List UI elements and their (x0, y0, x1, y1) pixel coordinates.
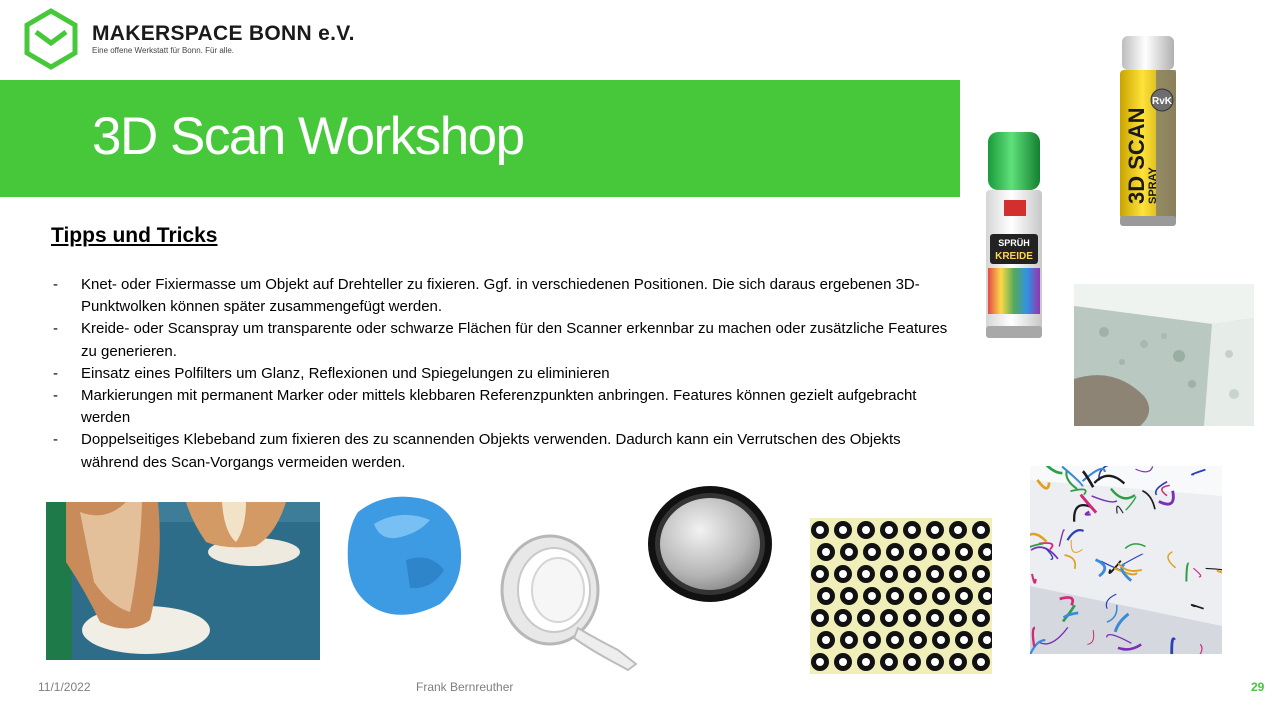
marker-dot-center (822, 636, 830, 644)
marker-drawn-object-image (1030, 466, 1222, 654)
bullet-dash: - (53, 320, 58, 338)
scan-spray-label: 3D SCAN (1124, 107, 1149, 204)
marker-dot-center (914, 548, 922, 556)
polarizing-filter-image (646, 482, 774, 610)
marker-dot-center (845, 592, 853, 600)
bullet-dash: - (53, 364, 58, 382)
brand-tagline: Eine offene Werkstatt für Bonn. Für alle. (92, 46, 234, 55)
marker-dot-center (914, 636, 922, 644)
marker-dot-center (891, 636, 899, 644)
tip-item (51, 363, 961, 385)
marker-dot-center (983, 548, 991, 556)
marker-dot-center (937, 636, 945, 644)
slide-title: 3D Scan Workshop (92, 107, 524, 166)
tip-item (51, 274, 961, 318)
marker-dot-center (885, 658, 893, 666)
marker-dot-center (839, 658, 847, 666)
marker-dot-center (931, 658, 939, 666)
reference-markers-image (810, 518, 992, 674)
marker-dot-center (891, 548, 899, 556)
tip-text: Markierungen mit permanent Marker oder mittels klebbaren Referenzpunkten anbringen. Features können gezielt aufgebracht werden (81, 387, 917, 427)
tips-list (51, 274, 961, 474)
footer-author: Frank Bernreuther (416, 680, 514, 694)
marker-dot-center (862, 614, 870, 622)
marker-dot-center (845, 548, 853, 556)
tip-text: Doppelseitiges Klebeband zum fixieren des zu scannenden Objekts verwenden. Dadurch kann ein Verrutschen des Objekts während des Scan-Vorgangs vermeiden werden. (81, 431, 901, 471)
putty-fixing-photo (46, 502, 320, 660)
marker-dot-center (839, 614, 847, 622)
marker-dot-center (822, 592, 830, 600)
chalk-spray-label-2: KREIDE (995, 251, 1033, 262)
brand-name: MAKERSPACE BONN e.V. (92, 22, 355, 45)
marker-dot-center (954, 570, 962, 578)
marker-dot-center (937, 548, 945, 556)
page-number: 29 (1251, 680, 1265, 694)
marker-dot-center (816, 526, 824, 534)
marker-dot-center (845, 636, 853, 644)
marker-dot-center (977, 570, 985, 578)
marker-dot-center (908, 526, 916, 534)
marker-dot-center (983, 636, 991, 644)
marker-dot-center (931, 526, 939, 534)
scan-spray-image (1116, 34, 1180, 228)
tip-text: Einsatz eines Polfilters um Glanz, Reflexionen und Spiegelungen zu eliminieren (81, 364, 610, 382)
chalk-coated-object-image (1074, 284, 1254, 426)
marker-dot-center (960, 636, 968, 644)
marker-dot-center (937, 592, 945, 600)
chalk-spray-image (984, 130, 1044, 342)
marker-dot-center (822, 548, 830, 556)
tip-text: Kreide- oder Scanspray um transparente oder schwarze Flächen für den Scanner erkennbar zu machen oder zusätzliche Features zu generieren. (81, 320, 948, 360)
double-sided-tape-image (496, 528, 640, 672)
marker-dot-center (839, 570, 847, 578)
marker-dot-center (816, 658, 824, 666)
tip-text: Knet- oder Fixiermasse um Objekt auf Drehteller zu fixieren. Ggf. in verschiedenen Positionen. Die sich daraus ergebenen 3D-Punktwolken können später zusammengefügt werden. (81, 276, 920, 316)
marker-dot-center (977, 614, 985, 622)
footer-date: 11/1/2022 (38, 680, 91, 694)
section-subheading: Tipps und Tricks (51, 224, 218, 247)
marker-dot-center (983, 592, 991, 600)
marker-dot-center (862, 526, 870, 534)
bullet-dash: - (53, 431, 58, 449)
marker-dot-center (954, 658, 962, 666)
marker-dot-center (885, 526, 893, 534)
marker-dot-center (960, 548, 968, 556)
marker-dot-center (839, 526, 847, 534)
marker-dot-center (891, 592, 899, 600)
marker-dot-center (885, 570, 893, 578)
tip-item (51, 385, 961, 429)
marker-dot-center (868, 636, 876, 644)
marker-dot-center (954, 614, 962, 622)
blue-putty-image (344, 490, 466, 620)
marker-dot-center (816, 570, 824, 578)
marker-dot-center (885, 614, 893, 622)
marker-dot-center (931, 614, 939, 622)
tip-item (51, 429, 961, 473)
marker-dot-center (908, 570, 916, 578)
marker-dot-center (977, 526, 985, 534)
marker-dot-center (816, 614, 824, 622)
marker-dot-center (914, 592, 922, 600)
tip-item (51, 318, 961, 362)
scan-spray-sublabel: SPRAY (1147, 167, 1159, 204)
marker-dot-center (862, 570, 870, 578)
marker-dot-center (862, 658, 870, 666)
makerspace-logo-icon (22, 8, 80, 70)
marker-dot-center (868, 592, 876, 600)
marker-dot-center (868, 548, 876, 556)
marker-dot-center (960, 592, 968, 600)
marker-dot-center (954, 526, 962, 534)
spray-brand-label: RvK (1151, 96, 1173, 107)
chalk-spray-label-1: SPRÜH (998, 238, 1030, 248)
bullet-dash: - (53, 276, 58, 293)
bullet-dash: - (53, 387, 58, 405)
marker-dot-center (908, 658, 916, 666)
marker-dot-center (931, 570, 939, 578)
marker-dot-center (977, 658, 985, 666)
marker-dot-center (908, 614, 916, 622)
